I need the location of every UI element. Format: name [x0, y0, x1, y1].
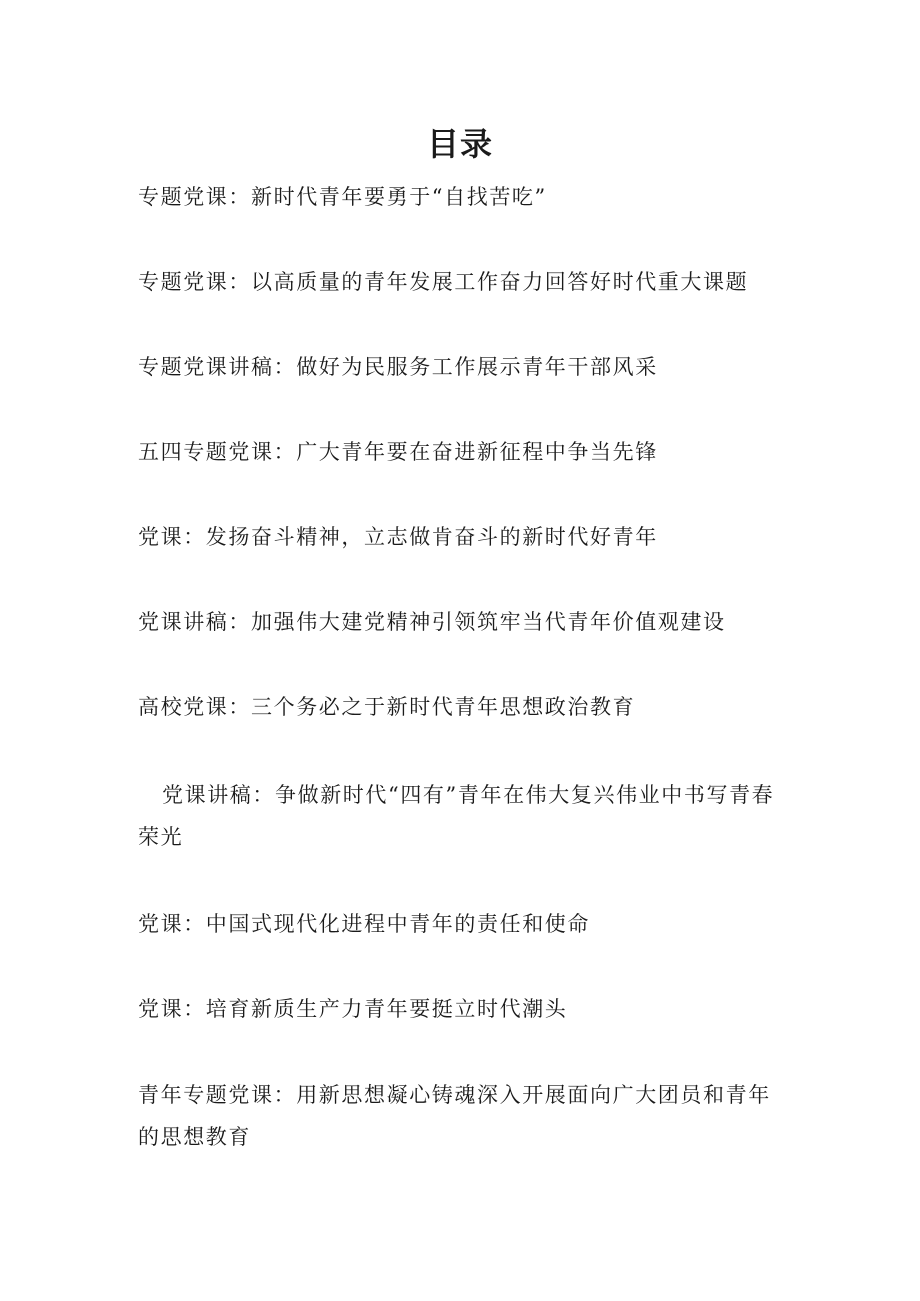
toc-entry: 五四专题党课：广大青年要在奋进新征程中争当先锋: [138, 440, 658, 464]
toc-entry: 党课：培育新质生产力青年要挺立时代潮头: [138, 997, 568, 1021]
toc-entry: 青年专题党课：用新思想凝心铸魂深入开展面向广大团员和青年的思想教育: [138, 1083, 771, 1149]
toc-entry: 党课讲稿：争做新时代“四有”青年在伟大复兴伟业中书写青春荣光: [138, 783, 775, 849]
toc-entry: 党课：中国式现代化进程中青年的责任和使命: [138, 912, 590, 936]
toc-entry: 专题党课讲稿：做好为民服务工作展示青年干部风采: [138, 355, 658, 379]
toc-entry: 党课讲稿：加强伟大建党精神引领筑牢当代青年价值观建设: [138, 610, 726, 634]
toc-entry: 高校党课：三个务必之于新时代青年思想政治教育: [138, 695, 636, 719]
toc-entry: 专题党课：新时代青年要勇于“自找苦吃”: [138, 185, 547, 209]
toc-entry: 专题党课：以高质量的青年发展工作奋力回答好时代重大课题: [138, 270, 749, 294]
toc-title: 目录: [426, 125, 493, 163]
toc-entry: 党课：发扬奋斗精神，立志做肯奋斗的新时代好青年: [138, 525, 658, 549]
